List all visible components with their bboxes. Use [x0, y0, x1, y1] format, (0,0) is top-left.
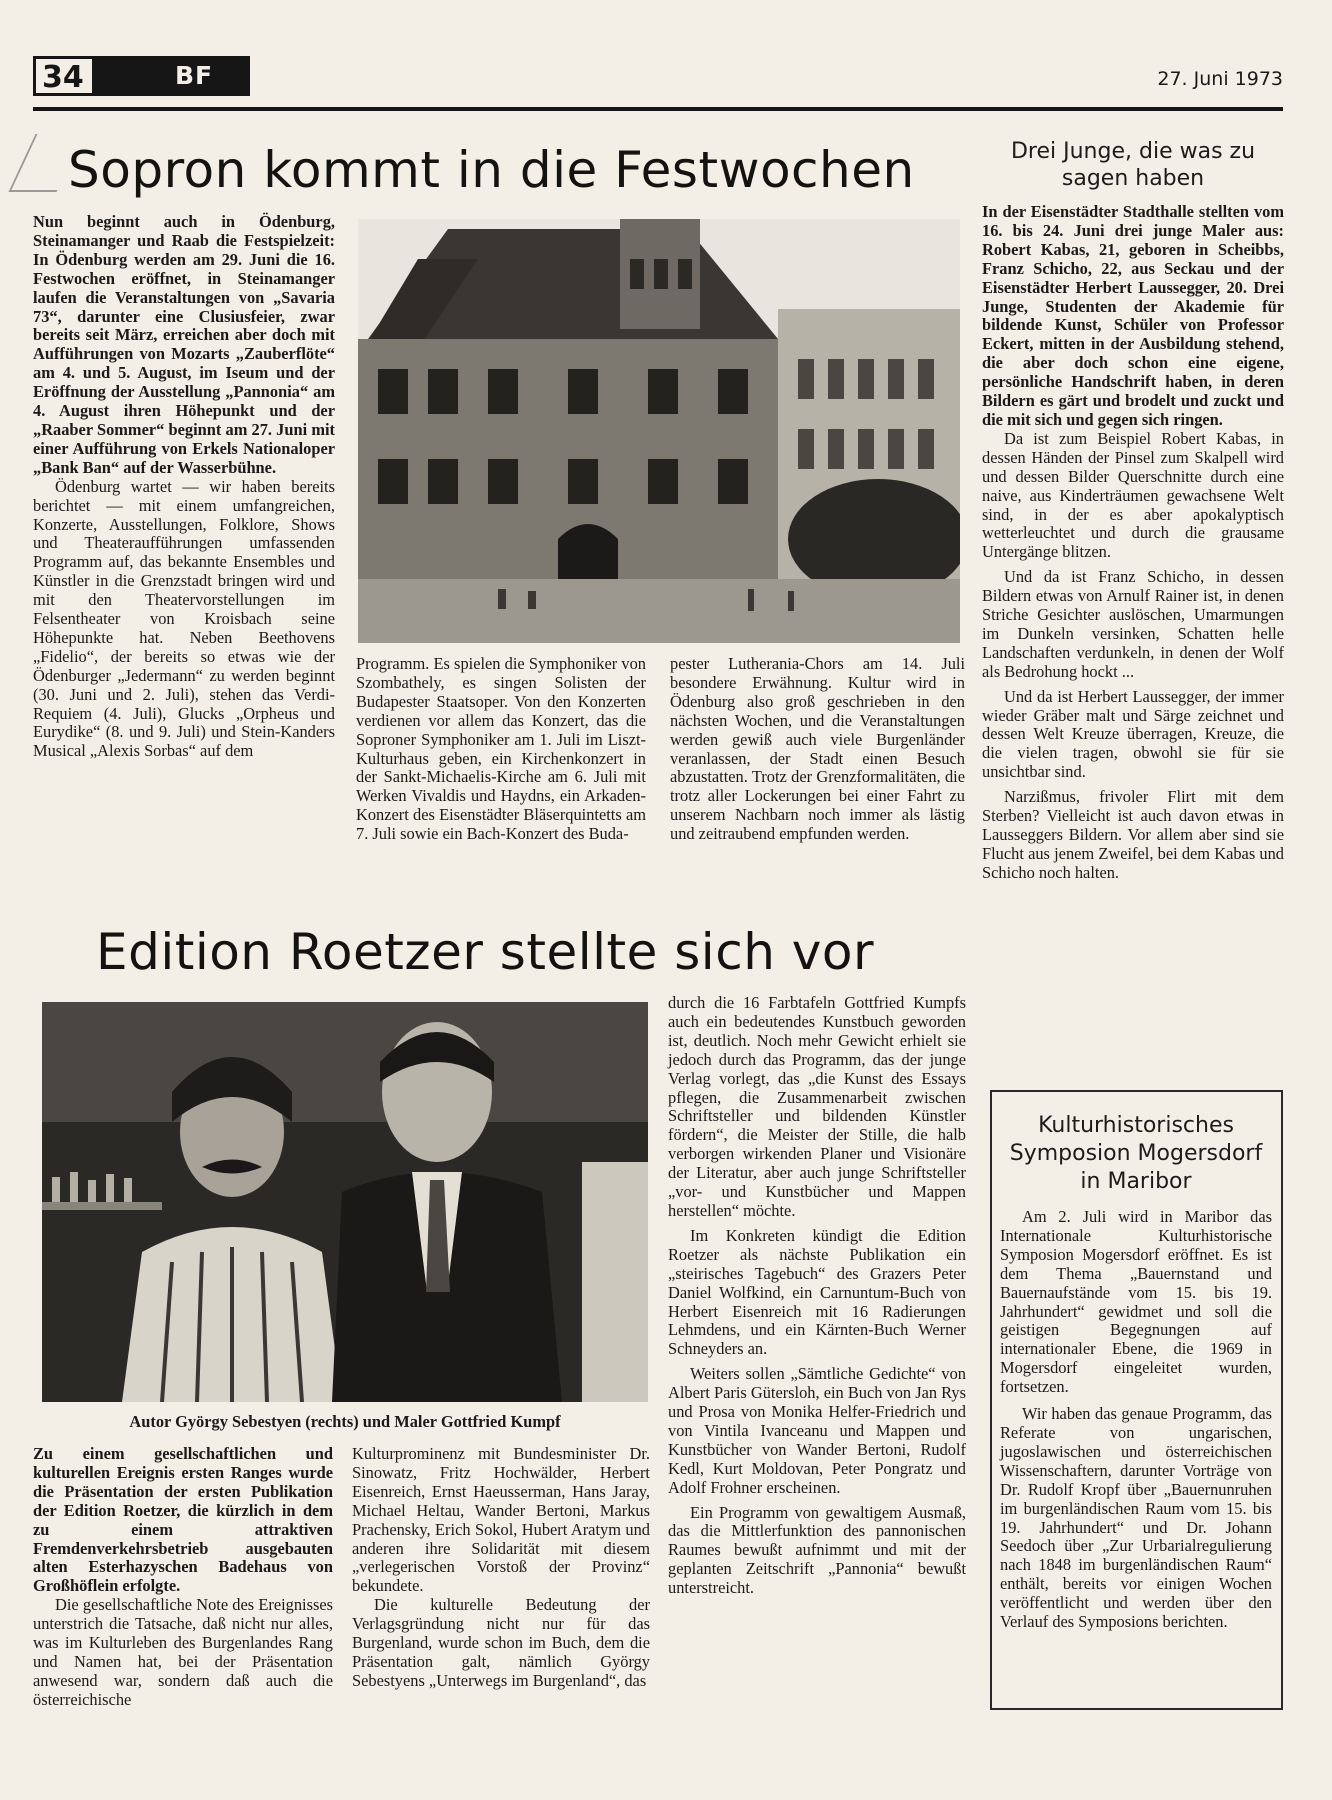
portrait-illustration [42, 1002, 648, 1402]
roetzer-column-1 [33, 1445, 333, 1710]
drei-junge-p3: Und da ist Herbert Laussegger, der immer wieder Gräber malt und Särge zeichnet und dessen Welt Kreuze überragen, Kreuze, die die vielen tragen, obwohl sie für sie unsichtbar sind. [982, 686, 1284, 782]
sopron-column-3 [670, 655, 965, 844]
drei-junge-p2: Und da ist Franz Schicho, in dessen Bildern etwas von Arnulf Rainer ist, in denen Striche Gesichter auslöschen, Umarmungen im Dunkeln versinken, Schatten helle Landschaften verdunkeln, in denen der Wolf als Bedrohung hockt ... [982, 567, 1284, 681]
roetzer-body-1: Die gesellschaftliche Note des Ereignisses unterstrich die Tatsache, daß nicht nur alles, was im Kulturleben des Burgenlandes Rang und Namen hat, bei der Präsentation anwesend war, sondern daß auch die österreichische [33, 1595, 333, 1709]
roetzer-portrait-photo [42, 1002, 648, 1402]
headline-mogersdorf: Kulturhistorisches Symposion Mogersdorf in Maribor [1009, 1113, 1263, 1194]
sopron-body-3: pester Lutherania-Chors am 14. Juli besondere Erwähnung. Kultur wird in Ödenburg also groß geschrieben in den nächsten Wochen, und die Veranstaltungen werden gewiß auch viele Burgenländer veranlassen, der Stadt einen Besuch abzustatten. Trotz der Grenzformalitäten, die trotz aller Lockerungen bei einer Fahrt zu unserem Nachbarn noch immer als lästig und zeitraubend empfunden werden. [670, 654, 965, 844]
roetzer-body-3c: Weiters sollen „Sämtliche Gedichte“ von Albert Paris Gütersloh, ein Buch von Jan Rys und Prosa von Monika Helfer-Friedrich und von Vintila Ivanceanu und Mappen und Kunstbücher von Wander Bertoni, Rudolf Kedl, Kurt Moldovan, Peter Pongratz und Adolf Frohner erscheinen. [668, 1364, 966, 1497]
sopron-column-2 [356, 655, 646, 844]
sopron-body-1: Ödenburg wartet — wir haben bereits berichtet — mit einem umfangreichen, Konzerte, Ausstellungen, Folklore, Shows und Theateraufführungen umfassenden Programm auf, das bekannte Ensembles und Künstler in die Grenzstadt bringen wird und mit den Theatervorstellungen im Felsentheater von Kroisbach seine Höhepunkte hat. Neben Beethovens „Fidelio“, der bereits so etwas wie der Ödenburger „Jedermann“ zu werden beginnt (30. Juni und 2. Juli), stehen das Verdi-Requiem (4. Juli), Glucks „Orpheus und Eurydike“ (8. und 9. Juli) und Stein-Kanders Musical „Alexis Sorbas“ auf dem [33, 476, 335, 761]
mogersdorf-column [1000, 1208, 1272, 1632]
mogersdorf-p2: Wir haben das genaue Programm, das Referate von ungarischen, jugoslawischen und österreichischen Wissenschaftern, darunter Vorträge von Dr. Rudolf Kropf über „Bauernunruhen im burgenländischen Raum vom 15. bis 19. Jahrhundert“ und Dr. Johann Seedoch über „Zur Urbarialregulierung nach 1848 im burgenländischen Raum“ enthält, bereits vor einigen Wochen veröffentlicht und werden über den Verlauf des Symposions berichten. [1000, 1404, 1272, 1632]
roetzer-column-2 [352, 1445, 650, 1691]
sopron-body-2: Programm. Es spielen die Symphoniker von Szombathely, es singen Solisten der Budapester Staatsoper. Von den Konzerten verdienen vor allem das Konzert, das die Soproner Symphoniker am 1. Juli im Liszt-Kulturhaus geben, ein Kirchenkonzert in der Sankt-Michaelis-Kirche am 6. Juli mit Werken Vivaldis und Haydns, ein Arkaden-Konzert des Eisenstädter Bläserquintetts am 7. Juli sowie ein Bach-Konzert des Buda- [356, 654, 646, 844]
page-number-box [33, 56, 95, 96]
roetzer-body-3d: Ein Programm von gewaltigem Ausmaß, das die Mittlerfunktion des pannonischen Raumes bewußt aufnimmt und mit der geplanten Zeitschrift „Pannonia“ bewußt unterstreicht. [668, 1502, 966, 1598]
roetzer-body-3b: Im Konkreten kündigt die Edition Roetzer als nächste Publikation ein „steirisches Tagebuch“ des Grazers Peter Daniel Wolfkind, ein Carnuntum-Buch von Herbert Eisenreich mit 16 Radierungen Lehmdens, und ein Kärnten-Buch Werner Schneyders an. [668, 1225, 966, 1359]
roetzer-body-3a: durch die 16 Farbtafeln Gottfried Kumpfs auch ein bedeutendes Kunstbuch geworden ist, deutlich. Noch mehr Gewicht erhielt sie jedoch durch das Programm, das der junge Verlag vorlegt, das „die Kunst des Essays pflegen, die Zusammenarbeit zwischen Schriftsteller und bildenden Künstler fördern“, die Meister der Stille, die halb verborgen wirkenden Planer und Visionäre der Literatur, aber auch junge Schriftsteller „vor- und Kunstbücher und Mappen herstellen“ möchte. [668, 993, 966, 1220]
headline-edition-roetzer: Edition Roetzer stellte sich vor [96, 923, 875, 981]
headline-drei-junge: Drei Junge, die was zu sagen haben [1010, 139, 1256, 191]
drei-junge-p4: Narzißmus, frivoler Flirt mit dem Sterben? Vielleicht ist auch davon etwas in Lausseggers Bildern. Vor allem aber sind sie Flucht aus jenem Zweifel, bei dem Kabas und Schicho noch halten. [982, 787, 1284, 882]
issue-date: 27. Juni 1973 [1157, 68, 1283, 90]
header-rule [33, 107, 1283, 111]
sopron-column-1 [33, 213, 335, 761]
section-label: BF [175, 61, 214, 90]
roetzer-column-3 [668, 994, 966, 1598]
drei-junge-lead: In der Eisenstädter Stadthalle stellten vom 16. bis 24. Juni drei junge Maler aus: Robert Kabas, 21, geboren in Scheibbs, Franz Schicho, 22, aus Seckau und der Eisenstädter Herbert Laussegger, 20. Drei Junge, Studenten der Akademie für bildende Kunst, Schüler von Professor Eckert, mitten in der Ausbildung stehend, die aber doch schon eine eigene, persönliche Handschrift haben, in deren Bildern es gärt und brodelt und zuckt und die mit sich und gegen sich ringen. [982, 202, 1284, 429]
drei-junge-p1: Da ist zum Beispiel Robert Kabas, in dessen Händen der Pinsel zum Skalpell wird und dessen Bilder Querschnitte durch eine naive, aus Kinderträumen gewachsene Welt sind, in der es aber apokalyptisch wetterleuchtet und durch die grausame Untergänge blitzen. [982, 428, 1284, 562]
sopron-lead: Nun beginnt auch in Ödenburg, Steinamanger und Raab die Festspielzeit: In Ödenburg werden am 29. Juni die 16. Festwochen eröffnet, in Steinamanger laufen die Veranstaltungen von „Savaria 73“, darunter eine Clusiusfeier, zwar bereits seit März, erreichen aber doch mit Aufführungen von Mozarts „Zauberflöte“ am 4. und 5. August, im Iseum und der Eröffnung der Ausstellung „Pannonia“ am 4. August ihren Höhepunkt und der „Raaber Sommer“ beginnt am 27. Juni mit einer Aufführung von Erkels Nationaloper „Bank Ban“ auf der Wasserbühne. [33, 212, 335, 477]
roetzer-lead: Zu einem gesellschaftlichen und kulturellen Ereignis ersten Ranges wurde die Präsentation der ersten Publikation der Edition Roetzer, die kürzlich in dem zu einem attraktiven Fremdenverkehrsbetrieb ausgebauten alten Esterhazyschen Badehaus von Großhöflein erfolgte. [33, 1444, 333, 1596]
roetzer-body-2a: Kulturprominenz mit Bundesminister Dr. Sinowatz, Fritz Hochwälder, Herbert Eisenreich, Ernst Haeusserman, Hans Jaray, Michael Heltau, Wander Bertoni, Markus Prachensky, Erich Sokol, Hubert Aratym und anderen ihre Solidarität mit diesem „verlegerischen Vorstoß der Provinz“ bekundete. [352, 1444, 650, 1596]
headline-sopron: Sopron kommt in die Festwochen [68, 141, 915, 199]
section-bar [95, 56, 250, 96]
town-hall-illustration [358, 219, 960, 643]
page-header [33, 56, 1283, 112]
page-number: 34 [42, 60, 84, 95]
drei-junge-column [982, 203, 1284, 883]
roetzer-body-2b: Die kulturelle Bedeutung der Verlagsgründung nicht nur für das Burgenland, wurde schon im Buch, dem die Präsentation galt, nämlich György Sebestyens „Unterwegs im Burgenland“, das [352, 1595, 650, 1690]
mogersdorf-p1: Am 2. Juli wird in Maribor das Internationale Kulturhistorische Symposion Mogersdorf eröffnet. Es ist dem Thema „Bauernstand und Bauernaufstände vom 15. bis 19. Jahrhundert“ gewidmet und soll die geistigen Begegnungen auf internationaler Ebene, die 1969 in Mogersdorf eingeleitet wurden, fortsetzen. [1000, 1207, 1272, 1397]
sopron-town-hall-photo [358, 219, 960, 643]
photo-caption: Autor György Sebestyen (rechts) und Maler Gottfried Kumpf [129, 1412, 561, 1431]
